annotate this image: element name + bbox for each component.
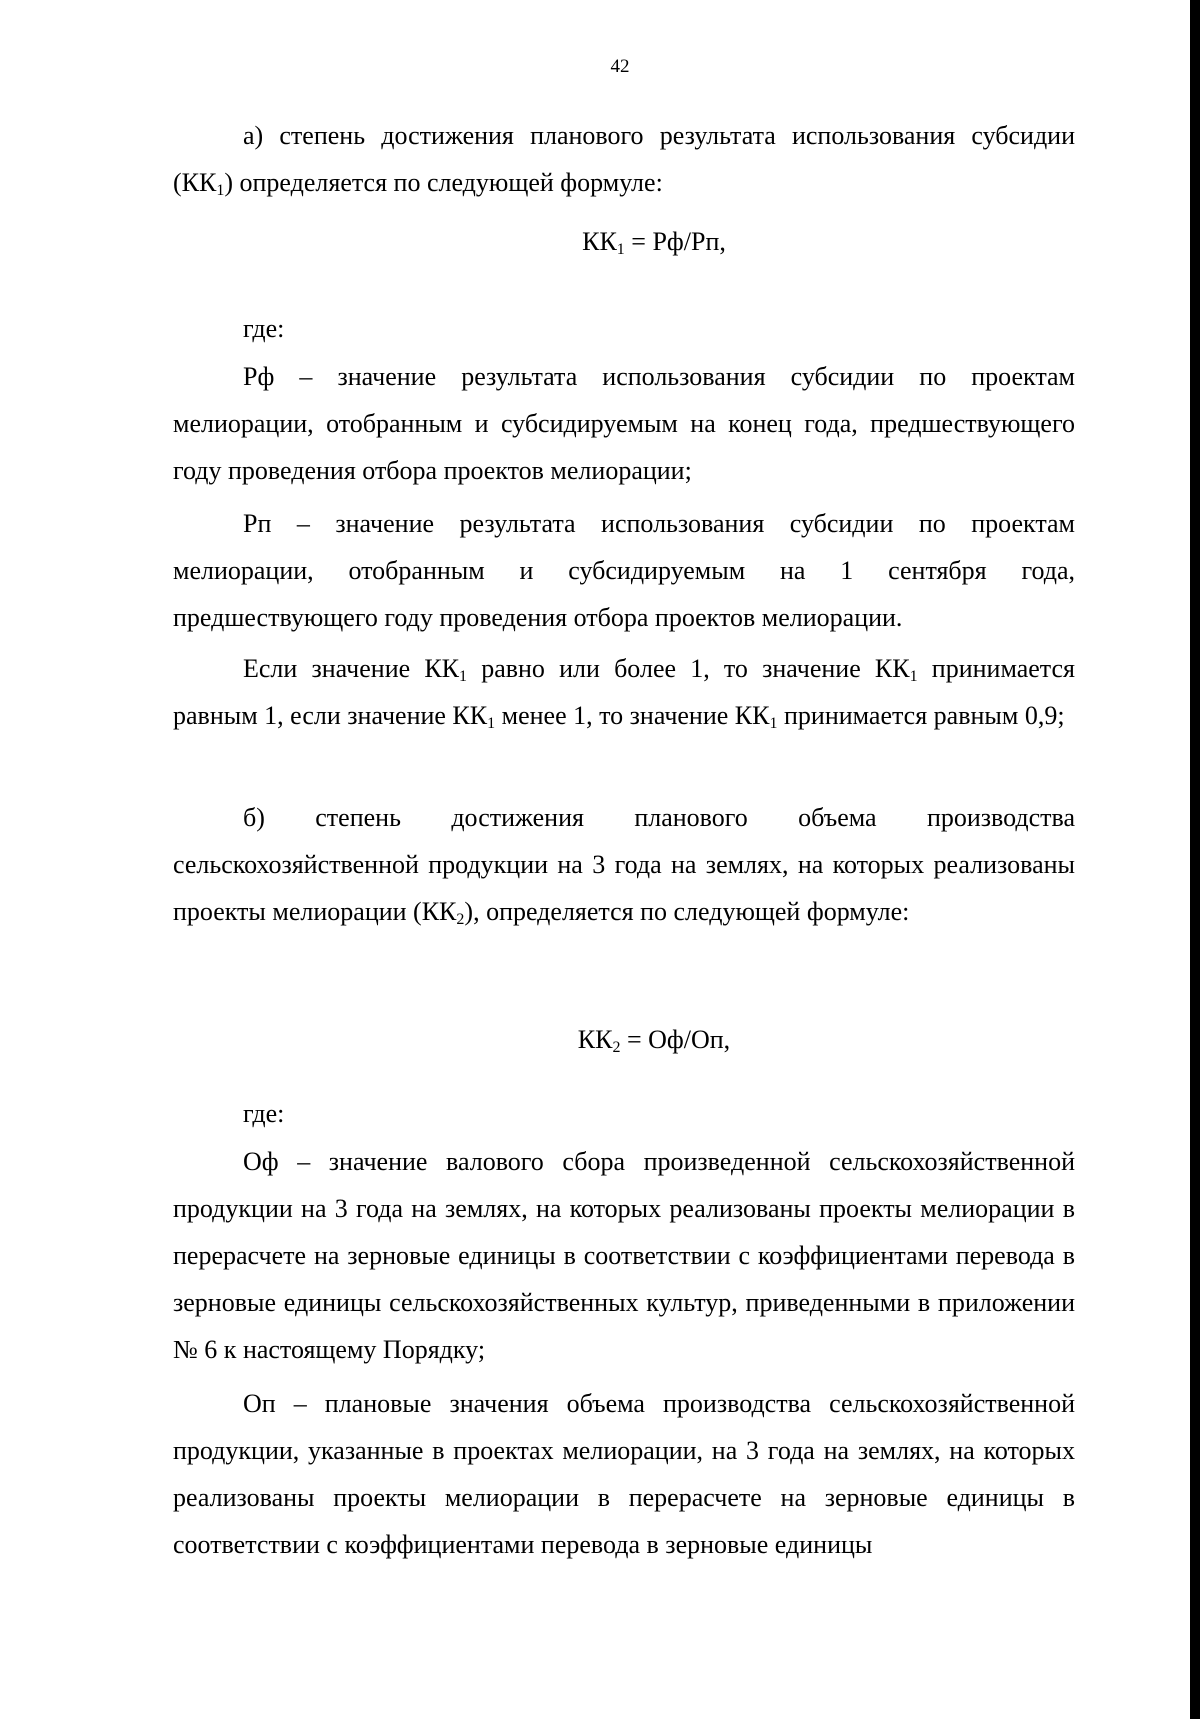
paragraph-b-lead: б) степень достижения планового объема производства сельскохозяйственной продукции на 3 года на землях, на которых реализованы проекты мелиорации (КК bbox=[173, 803, 1075, 926]
definition-of bbox=[173, 1138, 1075, 1373]
paragraph-b-tail: ), определяется по следующей формуле: bbox=[464, 897, 910, 926]
formula-kk2-rhs: = Оф/Оп, bbox=[620, 1025, 731, 1054]
formula-kk2-subscript: 2 bbox=[612, 1039, 621, 1056]
definition-op-text: Оп – плановые значения объема производства сельскохозяйственной продукции, указанные в проектах мелиорации, на 3 года на землях, на которых реализованы проекты мелиорации в перерасчете на зерновые единицы в соответствии с коэффициентами перевода в зерновые единицы bbox=[173, 1389, 1075, 1559]
formula-kk1-rhs: = Рф/Рп, bbox=[624, 227, 726, 256]
formula-kk1-line bbox=[173, 218, 1075, 265]
condition-text bbox=[173, 645, 1075, 739]
paragraph-a-subscript: 1 bbox=[216, 182, 225, 199]
where-label-2 bbox=[173, 1090, 1075, 1137]
condition-part-3: принимается равным 1, если значение КК bbox=[173, 654, 1075, 730]
condition-sub-4: 1 bbox=[769, 715, 778, 732]
condition-part-5: принимается равным 0,9; bbox=[777, 701, 1065, 730]
where-label-2-text: где: bbox=[243, 1099, 285, 1128]
condition-sub-2: 1 bbox=[909, 668, 918, 685]
paragraph-a-tail: ) определяется по следующей формуле: bbox=[224, 168, 663, 197]
formula-kk1-subscript: 1 bbox=[616, 241, 625, 258]
paragraph-b bbox=[173, 794, 1075, 935]
definition-rf bbox=[173, 353, 1075, 494]
formula-kk1-lhs: КК bbox=[582, 227, 617, 256]
formula-kk2 bbox=[173, 1016, 1075, 1063]
formula-kk2-line bbox=[173, 1016, 1075, 1063]
formula-kk1 bbox=[173, 218, 1075, 265]
definition-rp-text: Рп – значение результата использования субсидии по проектам мелиорации, отобранным и субсидируемым на 1 сентября года, предшествующего году проведения отбора проектов мелиорации. bbox=[173, 509, 1075, 632]
paragraph-a-lead: а) степень достижения планового результата использования субсидии (КК bbox=[173, 121, 1075, 197]
where-label-1-text: где: bbox=[243, 314, 285, 343]
where-label-1 bbox=[173, 305, 1075, 352]
definition-op bbox=[173, 1380, 1075, 1568]
condition-part-1: Если значение КК bbox=[243, 654, 460, 683]
condition-sub-1: 1 bbox=[459, 668, 468, 685]
page-number: 42 bbox=[610, 56, 630, 77]
scan-edge bbox=[1190, 0, 1200, 1719]
condition-paragraph bbox=[173, 645, 1075, 739]
definition-rp bbox=[173, 500, 1075, 641]
definition-rf-text: Рф – значение результата использования субсидии по проектам мелиорации, отобранным и субсидируемым на конец года, предшествующего году проведения отбора проектов мелиорации; bbox=[173, 362, 1075, 485]
paragraph-b-text bbox=[173, 794, 1075, 935]
paragraph-b-subscript: 2 bbox=[456, 911, 465, 928]
condition-part-2: равно или более 1, то значение КК bbox=[467, 654, 910, 683]
paragraph-a bbox=[173, 112, 1075, 206]
condition-sub-3: 1 bbox=[487, 715, 496, 732]
paragraph-a-text bbox=[173, 112, 1075, 206]
condition-part-4: менее 1, то значение КК bbox=[495, 701, 770, 730]
formula-kk2-lhs: КК bbox=[577, 1025, 613, 1054]
definition-of-text: Оф – значение валового сбора произведенной сельскохозяйственной продукции на 3 года на землях, на которых реализованы проекты мелиорации в перерасчете на зерновые единицы в соответствии с коэффициентами перевода в зерновые единицы сельскохозяйственных культур, приведенными в приложении № 6 к настоящему Порядку; bbox=[173, 1147, 1075, 1364]
